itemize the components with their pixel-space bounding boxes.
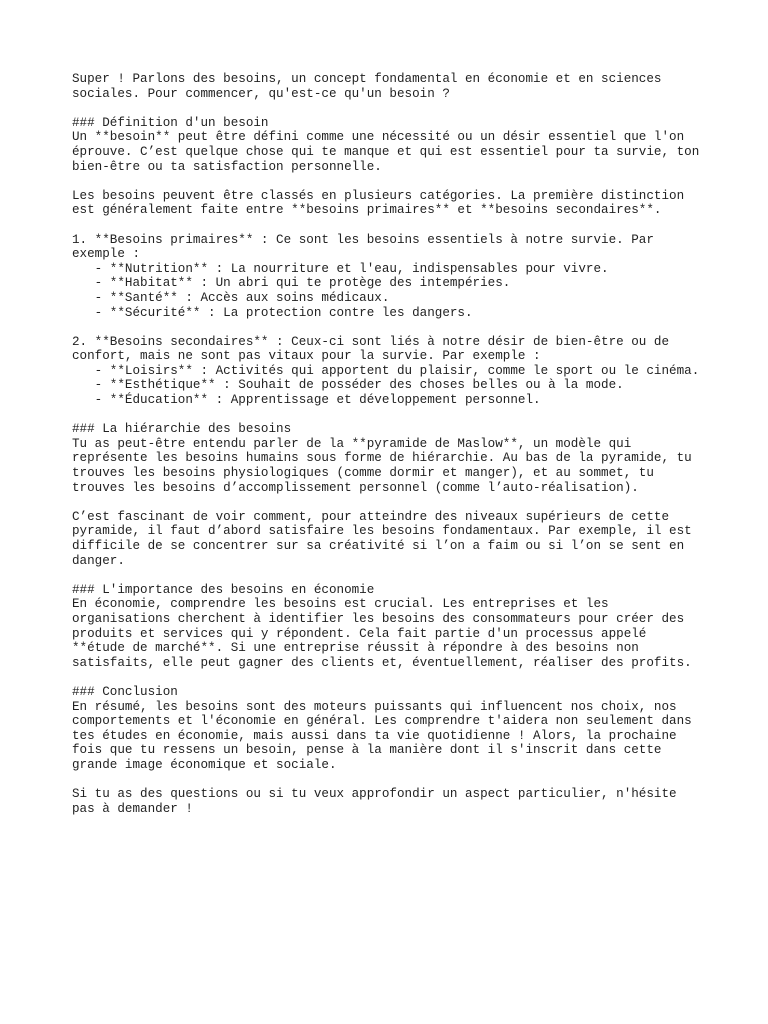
blank-line xyxy=(72,773,702,788)
sub-list-item: - **Sécurité** : La protection contre les dangers. xyxy=(72,305,473,320)
section-heading: ### L'importance des besoins en économie xyxy=(72,582,375,597)
text-line: fois que tu ressens un besoin, pense à la manière dont il s'inscrit dans cette xyxy=(72,743,662,758)
blank-line xyxy=(72,101,702,116)
sub-list-item: - **Esthétique** : Souhait de posséder des choses belles ou à la mode. xyxy=(72,378,624,393)
text-line: En résumé, les besoins sont des moteurs puissants qui influencent nos choix, nos xyxy=(72,699,677,714)
sub-list-item: - **Nutrition** : La nourriture et l'eau, indispensables pour vivre. xyxy=(72,261,609,276)
blank-line xyxy=(72,495,702,510)
text-line: danger. xyxy=(72,553,125,568)
text-line: Tu as peut-être entendu parler de la **pyramide de Maslow**, un modèle qui xyxy=(72,436,632,451)
sub-list-item: - **Loisirs** : Activités qui apportent du plaisir, comme le sport ou le cinéma. xyxy=(72,363,700,378)
section-heading: ### Conclusion xyxy=(72,684,178,699)
text-line: tes études en économie, mais aussi dans ta vie quotidienne ! Alors, la prochaine xyxy=(72,728,677,743)
blank-line xyxy=(72,218,702,233)
document-page xyxy=(72,72,702,816)
text-line: Un **besoin** peut être défini comme une nécessité ou un désir essentiel que l'on xyxy=(72,130,685,145)
blank-line xyxy=(72,568,702,583)
text-line: exemple : xyxy=(72,247,141,262)
section-heading: ### Définition d'un besoin xyxy=(72,115,269,130)
text-line: trouves les besoins physiologiques (comme dormir et manger), et au sommet, tu xyxy=(72,466,654,481)
list-item: 1. **Besoins primaires** : Ce sont les besoins essentiels à notre survie. Par xyxy=(72,232,654,247)
blank-line xyxy=(72,320,702,335)
sub-list-item: - **Habitat** : Un abri qui te protège des intempéries. xyxy=(72,276,511,291)
text-line: organisations cherchent à identifier les besoins des consommateurs pour créer des xyxy=(72,611,685,626)
text-line: pas à demander ! xyxy=(72,801,193,816)
text-line: produits et services qui y répondent. Cela fait partie d'un processus appelé xyxy=(72,626,647,641)
text-line: bien-être ou ta satisfaction personnelle. xyxy=(72,159,382,174)
text-line: confort, mais ne sont pas vitaux pour la survie. Par exemple : xyxy=(72,349,541,364)
text-line: **étude de marché**. Si une entreprise réussit à répondre à des besoins non xyxy=(72,641,639,656)
text-line: C’est fascinant de voir comment, pour atteindre des niveaux supérieurs de cette xyxy=(72,509,670,524)
text-line: est généralement faite entre **besoins primaires** et **besoins secondaires**. xyxy=(72,203,662,218)
text-line: grande image économique et sociale. xyxy=(72,757,337,772)
text-line: difficile de se concentrer sur sa créativité si l’on a faim ou si l’on se sent en xyxy=(72,539,685,553)
blank-line xyxy=(72,174,702,189)
text-line: représente les besoins humains sous forme de hiérarchie. Au bas de la pyramide, tu xyxy=(72,451,692,466)
text-line: Les besoins peuvent être classés en plusieurs catégories. La première distinction xyxy=(72,188,685,203)
text-line: Si tu as des questions ou si tu veux approfondir un aspect particulier, n'hésite xyxy=(72,787,677,802)
sub-list-item: - **Éducation** : Apprentissage et développement personnel. xyxy=(72,393,541,408)
text-line: sociales. Pour commencer, qu'est-ce qu'un besoin ? xyxy=(72,86,450,101)
list-item: 2. **Besoins secondaires** : Ceux-ci sont liés à notre désir de bien-être ou de xyxy=(72,334,670,349)
section-heading: ### La hiérarchie des besoins xyxy=(72,422,292,437)
text-line: comportements et l'économie en général. Les comprendre t'aidera non seulement dans xyxy=(72,714,692,729)
text-line: En économie, comprendre les besoins est crucial. Les entreprises et les xyxy=(72,597,609,612)
text-line: trouves les besoins d’accomplissement personnel (comme l’auto-réalisation). xyxy=(72,480,639,495)
text-line: pyramide, il faut d’abord satisfaire les besoins fondamentaux. Par exemple, il est xyxy=(72,524,692,539)
text-line: satisfaits, elle peut gagner des clients et, éventuellement, réaliser des profits. xyxy=(72,655,692,670)
blank-line xyxy=(72,408,702,423)
text-line: éprouve. C’est quelque chose qui te manque et qui est essentiel pour ta survie, ton xyxy=(72,144,700,159)
text-line: Super ! Parlons des besoins, un concept fondamental en économie et en sciences xyxy=(72,72,662,86)
sub-list-item: - **Santé** : Accès aux soins médicaux. xyxy=(72,290,390,305)
blank-line xyxy=(72,670,702,685)
